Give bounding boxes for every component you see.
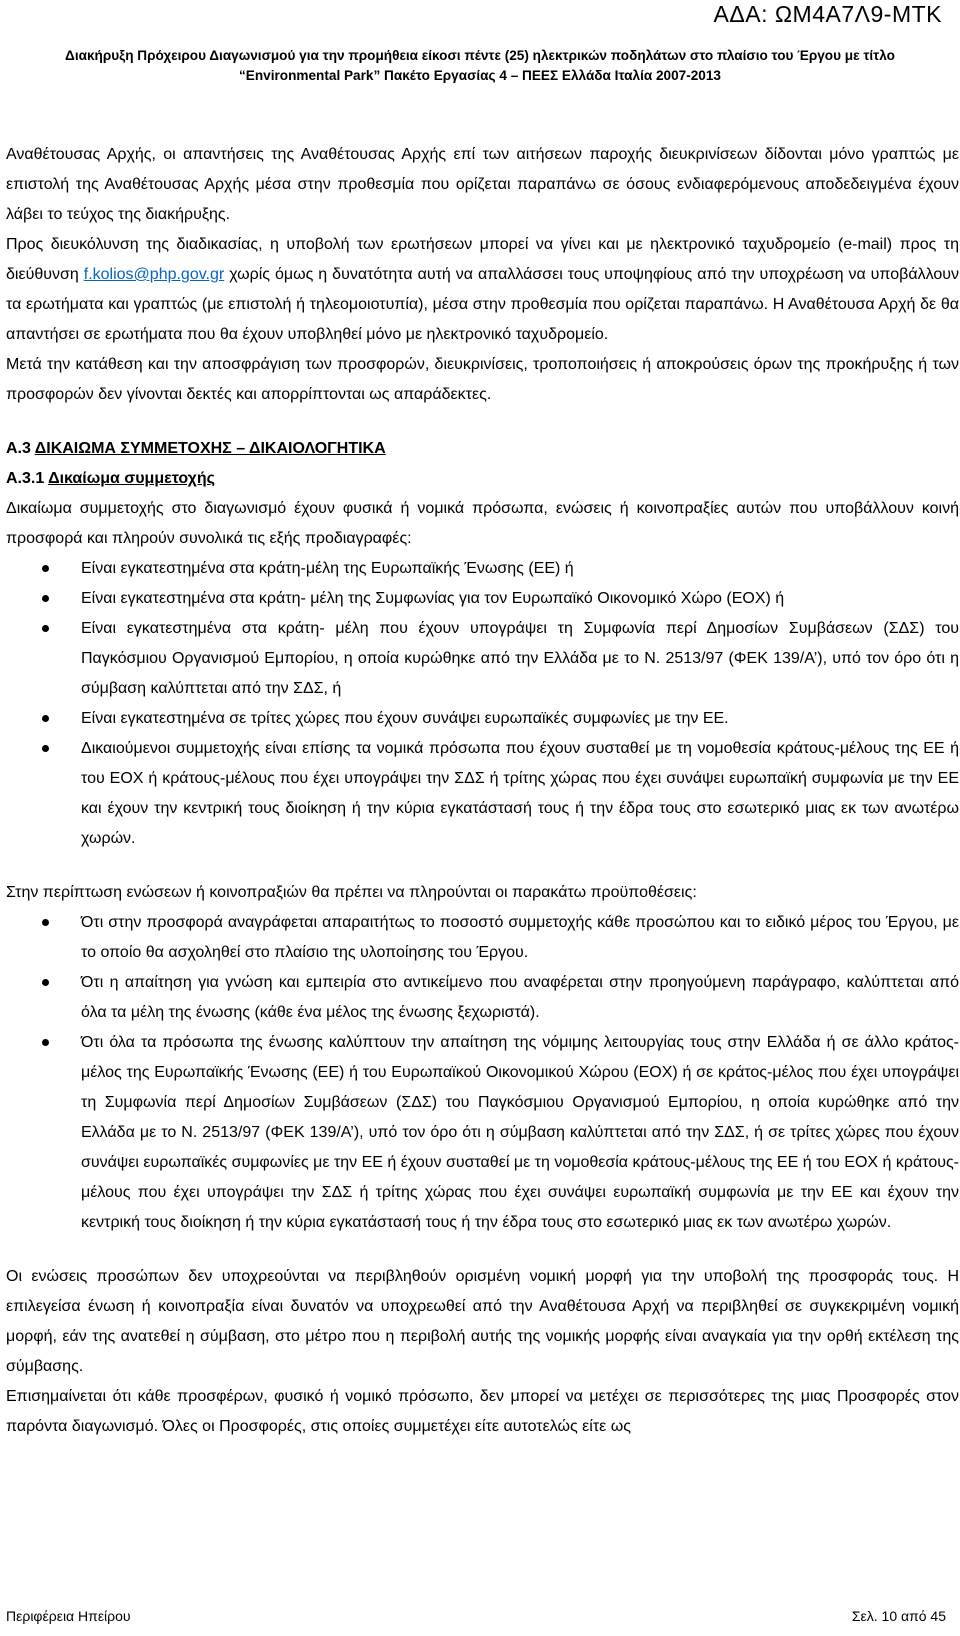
paragraph-2-end: χωρίς όμως η δυνατότητα αυτή να απαλλάσσει τους υποψηφίους από την υποχρέωση να υποβάλλουν τα ερωτήματα και γραπτώς (με επιστολή ή τηλεομοιοτυπία), μέσα στην προθεσμία που ορίζεται παραπάνω. Η Αναθέτουσα Αρχή δε θα απαντήσει σε ερωτήματα που θα έχουν υποβληθεί μόνο με ηλεκτρονικό ταχυδρομείο.: [6, 266, 959, 343]
paragraph-4: Δικαίωμα συμμετοχής στο διαγωνισμό έχουν φυσικά ή νομικά πρόσωπα, ενώσεις ή κοινοπραξίες αυτών που υποβάλλουν κοινή προσφορά και πληρούν συνολικά τις εξής προδιαγραφές:: [6, 500, 959, 547]
section-number-a31: Α.3.1: [6, 470, 49, 487]
header-line-1: Διακήρυξη Πρόχειρου Διαγωνισμού για την προμήθεια είκοσι πέντε (25) ηλεκτρικών ποδηλάτων στο πλαίσιο του Έργου με τίτλο: [65, 48, 895, 63]
list-item: [6, 908, 959, 968]
section-number-a3: Α.3: [6, 440, 35, 457]
email-link[interactable]: f.kolios@php.gov.gr: [83, 266, 225, 283]
list-item-text: Είναι εγκατεστημένα στα κράτη- μέλη που έχουν υπογράψει τη Συμφωνία περί Δημοσίων Συμβάσεων (ΣΔΣ) του Παγκόσμιου Οργανισμού Εμπορίου, η οποία κυρώθηκε από την Ελλάδα με το Ν. 2513/97 (ΦΕΚ 139/Α’), υπό τον όρο ότι η σύμβαση καλύπτεται από την ΣΔΣ, ή: [81, 620, 959, 697]
list-item: [6, 554, 959, 584]
list-item-text: Ότι όλα τα πρόσωπα της ένωσης καλύπτουν την απαίτηση της νόμιμης λειτουργίας τους στην Ελλάδα ή σε άλλο κράτος-μέλος της Ευρωπαϊκής Ένωσης (ΕΕ) ή του Ευρωπαϊκού Οικονομικού Χώρου (ΕΟΧ) ή σε κράτος-μέλος που έχει υπογράψει τη Συμφωνία περί Δημοσίων Συμβάσεων (ΣΔΣ) του Παγκόσμιου Οργανισμού Εμπορίου, η οποία κυρώθηκε από την Ελλάδα με το Ν. 2513/97 (ΦΕΚ 139/Α’), υπό τον όρο ότι η σύμβαση καλύπτεται από την ΣΔΣ, ή σε τρίτες χώρες που έχουν συνάψει ευρωπαϊκές συμφωνίες με την ΕΕ ή έχουν συσταθεί με τη νομοθεσία κράτους-μέλους της ΕΕ ή του ΕΟΧ ή κράτους-μέλους που έχει υπογράψει την ΣΔΣ ή τρίτης χώρας που έχει συνάψει ευρωπαϊκή συμφωνία με την ΕΕ και έχουν την κεντρική τους διοίκηση ή την κύρια εγκατάστασή τους ή την έδρα τους στο εσωτερικό μιας εκ των ανωτέρω χωρών.: [81, 1034, 959, 1231]
list-item: [6, 734, 959, 854]
bullet-icon: [42, 625, 49, 632]
eligibility-list: [6, 554, 959, 854]
list-item-text: Είναι εγκατεστημένα σε τρίτες χώρες που έχουν συνάψει ευρωπαϊκές συμφωνίες με την ΕΕ.: [81, 710, 729, 727]
paragraph-5: Στην περίπτωση ενώσεων ή κοινοπραξιών θα πρέπει να πληρούνται οι παρακάτω προϋποθέσεις:: [6, 884, 697, 901]
bullet-icon: [42, 1039, 49, 1046]
section-title-a3: ΔΙΚΑΙΩΜΑ ΣΥΜΜΕΤΟΧΗΣ – ΔΙΚΑΙΟΛΟΓΗΤΙΚΑ: [34, 440, 386, 457]
consortium-conditions-list: [6, 908, 959, 1238]
list-item-text: Δικαιούμενοι συμμετοχής είναι επίσης τα νομικά πρόσωπα που έχουν συσταθεί με τη νομοθεσία κράτους-μέλους της ΕΕ ή του ΕΟΧ ή κράτους-μέλους που έχει υπογράψει την ΣΔΣ ή τρίτης χώρας που έχει συνάψει ευρωπαϊκή συμφωνία με την ΕΕ και έχουν την κεντρική τους διοίκηση ή την κύρια εγκατάστασή τους ή την έδρα τους στο εσωτερικό μιας εκ των ανωτέρω χωρών.: [81, 740, 959, 847]
section-title-a31: Δικαίωμα συμμετοχής: [48, 470, 215, 487]
paragraph-6: Οι ενώσεις προσώπων δεν υποχρεούνται να περιβληθούν ορισμένη νομική μορφή για την υποβολή της προσφοράς τους. Η επιλεγείσα ένωση ή κοινοπραξία είναι δυνατόν να υποχρεωθεί από την Αναθέτουσα Αρχή να περιβληθεί σε συγκεκριμένη νομική μορφή, εάν της ανατεθεί η σύμβαση, στο μέτρο που η περιβολή αυτής της νομικής μορφής είναι αναγκαία για την ορθή εκτέλεση της σύμβασης.: [6, 1268, 959, 1375]
bullet-icon: [42, 979, 49, 986]
document-body: [6, 140, 959, 1442]
ada-code: ΑΔΑ: ΩΜ4Α7Λ9-ΜΤΚ: [713, 1, 942, 27]
bullet-icon: [42, 745, 49, 752]
paragraph-1: Αναθέτουσας Αρχής, οι απαντήσεις της Αναθέτουσας Αρχής επί των αιτήσεων παροχής διευκρινίσεων δίδονται μόνο γραπτώς με επιστολή της Αναθέτουσας Αρχής μέσα στην προθεσμία που ορίζεται παραπάνω σε όσους ενδιαφερόμενους αποδεδειγμένα έχουν λάβει το τεύχος της διακήρυξης.: [6, 146, 959, 223]
list-item-text: Είναι εγκατεστημένα στα κράτη- μέλη της Συμφωνίας για τον Ευρωπαϊκό Οικονομικό Χώρο (ΕΟΧ) ή: [81, 590, 785, 607]
paragraph-2: [6, 230, 959, 350]
list-item: [6, 584, 959, 614]
bullet-icon: [42, 595, 49, 602]
list-item-text: Είναι εγκατεστημένα στα κράτη-μέλη της Ευρωπαϊκής Ένωσης (ΕΕ) ή: [81, 560, 574, 577]
footer-page-number: Σελ. 10 από 45: [851, 1608, 946, 1624]
bullet-icon: [42, 715, 49, 722]
list-item: [6, 704, 959, 734]
bullet-icon: [42, 565, 49, 572]
list-item-text: Ότι η απαίτηση για γνώση και εμπειρία στο αντικείμενο που αναφέρεται στην προηγούμενη παράγραφο, καλύπτεται από όλα τα μέλη της ένωσης (κάθε ένα μέλος της ένωσης ξεχωριστά).: [81, 974, 959, 1021]
document-header: [0, 46, 960, 86]
list-item: [6, 614, 959, 704]
list-item-text: Ότι στην προσφορά αναγράφεται απαραιτήτως το ποσοστό συμμετοχής κάθε προσώπου και το ειδικό μέρος του Έργου, με το οποίο θα ασχοληθεί στο πλαίσιο της υλοποίησης του Έργου.: [81, 914, 959, 961]
paragraph-3: Μετά την κατάθεση και την αποσφράγιση των προσφορών, διευκρινίσεις, τροποποιήσεις ή αποκρούσεις όρων της προκήρυξης ή των προσφορών δεν γίνονται δεκτές και απορρίπτονται ως απαράδεκτες.: [6, 356, 959, 403]
paragraph-2-start: Προς διευκόλυνση της διαδικασίας, η υποβολή των ερωτήσεων μπορεί να γίνει και με ηλεκτρονικό ταχυδρομείο (e-mail) προς τη διεύθυνση: [6, 236, 959, 283]
list-item: [6, 968, 959, 1028]
section-heading-a3: [6, 434, 959, 464]
header-line-2: “Environmental Park” Πακέτο Εργασίας 4 – ΠΕΕΣ Ελλάδα Ιταλία 2007-2013: [239, 68, 721, 83]
bullet-icon: [42, 919, 49, 926]
paragraph-7: Επισημαίνεται ότι κάθε προσφέρων, φυσικό ή νομικό πρόσωπο, δεν μπορεί να μετέχει σε περισσότερες της μιας Προσφορές στον παρόντα διαγωνισμό. Όλες οι Προσφορές, στις οποίες συμμετέχει είτε αυτοτελώς είτε ως: [6, 1388, 959, 1435]
section-heading-a31: [6, 464, 959, 494]
list-item: [6, 1028, 959, 1238]
footer-region: Περιφέρεια Ηπείρου: [6, 1608, 131, 1624]
